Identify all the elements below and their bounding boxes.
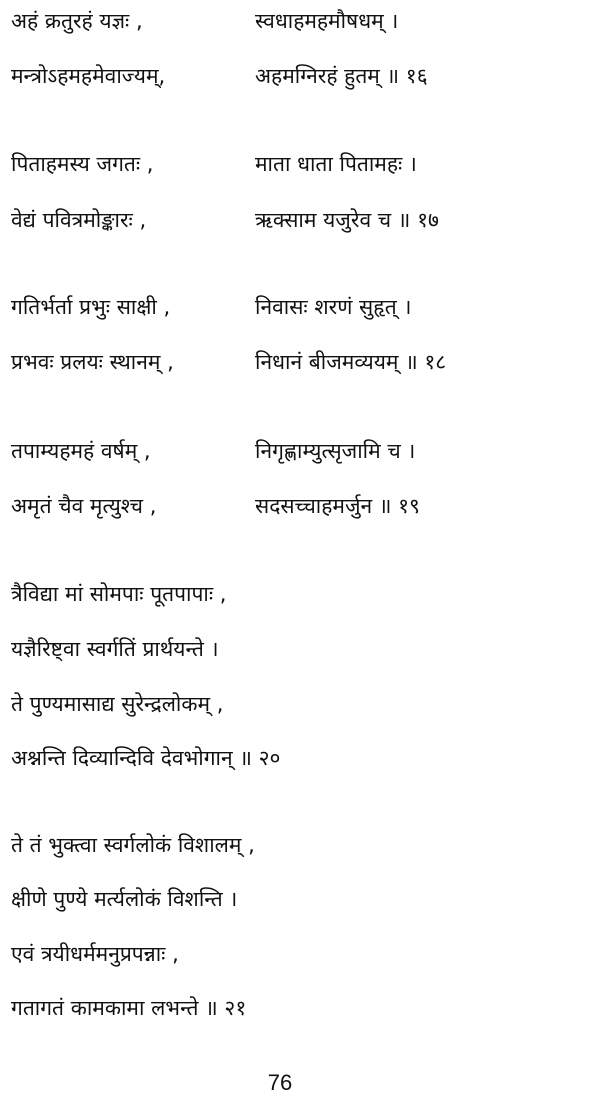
verse-16-line-2-right: अहमग्निरहं हुतम् ॥ १६	[255, 64, 428, 88]
verse-21-line-4-text: गतागतं कामकामा लभन्ते ॥ २१	[11, 996, 247, 1020]
verse-20-line-4-text: अश्नन्ति दिव्यान्दिवि देवभोगान् ॥ २०	[11, 746, 281, 770]
verse-19-line-1-right: निगृह्णाम्युत्सृजामि च ।	[255, 439, 416, 463]
verse-21-line-1-text: ते तं भुक्त्वा स्वर्गलोकं विशालम् ,	[11, 833, 255, 857]
verse-16-line-1-right: स्वधाहमहमौषधम् ।	[255, 9, 399, 33]
verse-19-line-1-left: तपाम्यहमहं वर्षम् ,	[11, 439, 151, 463]
verse-17-line-2-right: ऋक्साम यजुरेव च ॥ १७	[255, 208, 439, 232]
verse-21-line-2-text: क्षीणे पुण्ये मर्त्यलोकं विशन्ति ।	[11, 887, 238, 911]
verse-18-line-1-right: निवासः शरणं सुहृत् ।	[255, 295, 412, 319]
verse-19-line-2-left: अमृतं चैव मृत्युश्च ,	[11, 494, 157, 518]
verse-18-line-2-left: प्रभवः प्रलयः स्थानम् ,	[11, 350, 174, 374]
verse-18-line-2-right: निधानं बीजमव्ययम् ॥ १८	[255, 350, 447, 374]
verse-20-line-2-text: यज्ञैरिष्ट्वा स्वर्गतिं प्रार्थयन्ते ।	[11, 637, 219, 661]
page-number: 76	[267, 1070, 293, 1095]
verse-17-line-1-left: पिताहमस्य जगतः ,	[11, 152, 154, 176]
verse-20-line-3-text: ते पुण्यमासाद्य सुरेन्द्रलोकम् ,	[11, 692, 224, 716]
verse-19-line-2-right: सदसच्चाहमर्जुन ॥ १९	[255, 494, 420, 518]
verse-21-line-3-text: एवं त्रयीधर्ममनुप्रपन्नाः ,	[11, 942, 179, 966]
verse-18-line-1-left: गतिर्भर्ता प्रभुः साक्षी ,	[11, 295, 171, 319]
verse-17-line-1-right: माता धाता पितामहः ।	[255, 152, 417, 176]
verse-17-line-2-left: वेद्यं पवित्रमोङ्कारः ,	[11, 208, 147, 232]
verse-20-line-1-text: त्रैविद्या मां सोमपाः पूतपापाः ,	[11, 582, 227, 606]
verse-16-line-1-left: अहं क्रतुरहं यज्ञः ,	[11, 9, 143, 33]
verse-16-line-2-left: मन्त्रोऽहमहमेवाज्यम्,	[11, 64, 166, 88]
